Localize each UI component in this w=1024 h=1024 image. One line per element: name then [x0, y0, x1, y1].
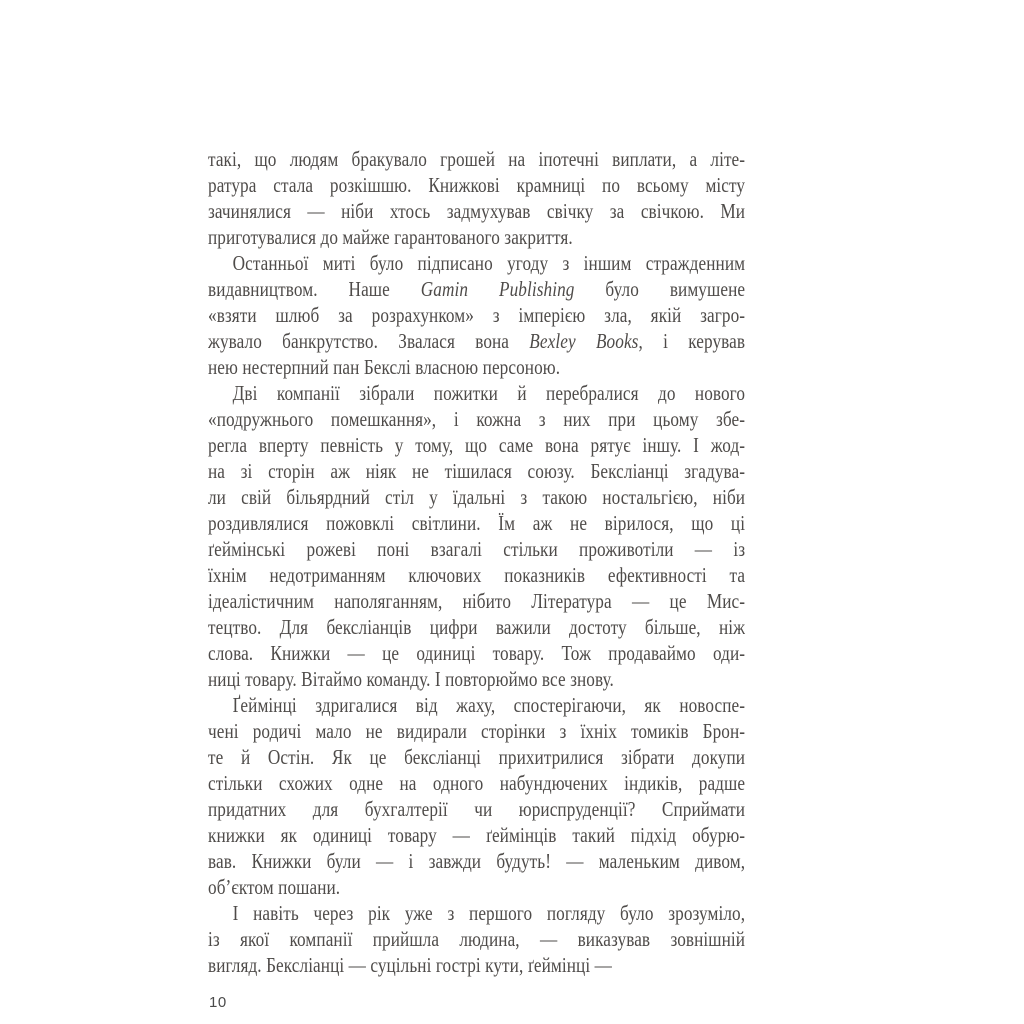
paragraph — [208, 146, 745, 250]
text-span: Ґеймінці здригалися від жаху, спостерігаючи, як новоспе- — [232, 693, 746, 717]
text-span: «взяти шлюб за розрахунком» з імперією зла, якій загро- — [208, 303, 746, 327]
text-span: видавництвом. Наше — [208, 277, 421, 301]
text-span: нею нестерпний пан Бекслі власною персоною. — [208, 355, 561, 379]
text-span: тецтво. Для бексліанців цифри важили достоту більше, ніж — [208, 615, 746, 639]
paragraph — [208, 250, 745, 380]
text-line — [208, 666, 745, 692]
text-line — [208, 588, 745, 614]
paragraph — [208, 380, 745, 692]
italic-text: Gamin Publishing — [420, 277, 575, 301]
text-span: було вимушене — [574, 277, 746, 301]
text-line — [208, 796, 745, 822]
text-line — [208, 874, 745, 900]
text-line — [208, 432, 745, 458]
text-span: те й Остін. Як це бексліанці прихитрилися зібрати докупи — [208, 745, 746, 769]
text-span: роздивлялися пожовклі світлини. Їм аж не вірилося, що ці — [208, 511, 746, 535]
text-line — [208, 692, 745, 718]
text-line — [208, 146, 745, 172]
text-span: на зі сторін аж ніяк не тішилася союзу. Бексліанці згадува- — [208, 459, 746, 483]
text-span: вигляд. Бексліанці — суцільні гострі кути, ґеймінці — — [208, 953, 612, 977]
text-line — [208, 172, 745, 198]
text-span: із якої компанії прийшла людина, — виказував зовнішній — [208, 927, 746, 951]
text-span: ниці товару. Вітаймо команду. І повторюймо все знову. — [208, 667, 614, 691]
text-line — [208, 302, 745, 328]
text-line — [208, 328, 745, 354]
text-line — [208, 770, 745, 796]
text-line — [208, 276, 745, 302]
text-line — [208, 224, 745, 250]
text-line — [208, 822, 745, 848]
text-line — [208, 614, 745, 640]
text-line — [208, 380, 745, 406]
text-line — [208, 926, 745, 952]
paragraph — [208, 692, 745, 900]
text-span: стільки схожих одне на одного набундючених індиків, радше — [208, 771, 746, 795]
text-span: ратура стала розкішшю. Книжкові крамниці по всьому місту — [208, 173, 746, 197]
text-span: об’єктом пошани. — [208, 875, 341, 899]
italic-text: Bexley Books — [529, 329, 639, 353]
text-line — [208, 458, 745, 484]
text-span: жувало банкрутство. Звалася вона — [208, 329, 530, 353]
text-line — [208, 484, 745, 510]
text-span: «подружнього помешкання», і кожна з них при цьому збе- — [208, 407, 746, 431]
text-span: приготувалися до майже гарантованого закриття. — [208, 225, 573, 249]
text-span: Останньої миті було підписано угоду з іншим стражденним — [232, 251, 746, 275]
page-number: 10 — [209, 994, 227, 1011]
text-span: Дві компанії зібрали пожитки й перебралися до нового — [232, 381, 746, 405]
text-span: книжки як одиниці товару — ґеймінців такий підхід обурю- — [208, 823, 746, 847]
text-span: слова. Книжки — це одиниці товару. Тож продаваймо оди- — [208, 641, 746, 665]
text-line — [208, 354, 745, 380]
text-span: вав. Книжки були — і завжди будуть! — маленьким дивом, — [208, 849, 746, 873]
text-block — [208, 146, 745, 978]
text-line — [208, 718, 745, 744]
text-line — [208, 536, 745, 562]
text-line — [208, 744, 745, 770]
text-span: зачинялися — ніби хтось задмухував свічку за свічкою. Ми — [208, 199, 746, 223]
text-line — [208, 198, 745, 224]
text-span: , і керував — [638, 329, 746, 353]
text-span: ли свій більярдний стіл у їдальні з такою ностальгією, ніби — [208, 485, 746, 509]
text-span: регла вперту певність у тому, що саме вона рятує іншу. І жод- — [208, 433, 746, 457]
text-span: ґеймінські рожеві поні взагалі стільки проживотіли — із — [208, 537, 746, 561]
text-line — [208, 406, 745, 432]
text-line — [208, 900, 745, 926]
paragraph — [208, 900, 745, 978]
text-line — [208, 952, 745, 978]
text-line — [208, 640, 745, 666]
text-line — [208, 848, 745, 874]
text-span: ідеалістичним наполяганням, нібито Література — це Мис- — [208, 589, 746, 613]
text-span: придатних для бухгалтерії чи юриспруденції? Сприймати — [208, 797, 746, 821]
text-span: такі, що людям бракувало грошей на іпотечні виплати, а літе- — [208, 147, 746, 171]
text-span: чені родичі мало не видирали сторінки з їхніх томиків Брон- — [208, 719, 746, 743]
text-line — [208, 562, 745, 588]
text-span: І навіть через рік уже з першого погляду було зрозуміло, — [232, 901, 746, 925]
text-line — [208, 510, 745, 536]
text-span: їхнім недотриманням ключових показників ефективності та — [208, 563, 746, 587]
text-line — [208, 250, 745, 276]
